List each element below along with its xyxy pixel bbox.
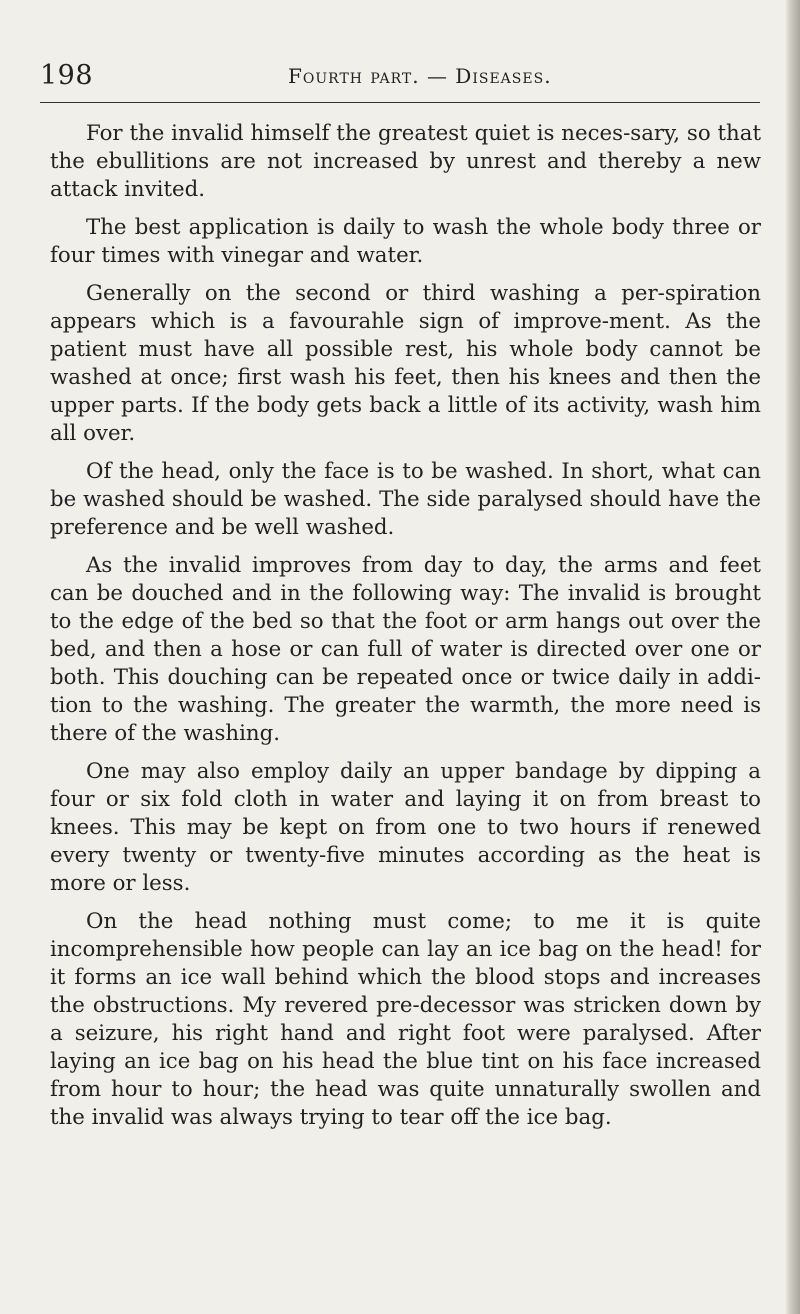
paragraph: For the invalid himself the greatest quiet is neces-sary, so that the ebullitions are not increased by unrest and thereby a new attack invited. xyxy=(50,121,761,202)
paragraph: Generally on the second or third washing a per-spiration appears which is a favourahle sign of improve-ment. As the patient must have all possible rest, his whole body cannot be washed at once; first wash his feet, then his knees and then the upper parts. If the body gets back a little of its activity, wash him all over. xyxy=(50,281,761,446)
header-rule xyxy=(40,102,760,103)
paragraph: Of the head, only the face is to be washed. In short, what can be washed should be washed. The side paralysed should have the preference and be well washed. xyxy=(50,459,761,540)
paragraph: One may also employ daily an upper bandage by dipping a four or six fold cloth in water and laying it on from breast to knees. This may be kept on from one to two hours if renewed every twenty or twenty-five minutes according as the heat is more or less. xyxy=(50,759,761,896)
paragraph: The best application is daily to wash the whole body three or four times with vinegar and water. xyxy=(50,215,761,268)
page-number: 198 xyxy=(40,60,94,91)
paragraph: On the head nothing must come; to me it is quite incomprehensible how people can lay an ice bag on the head! for it forms an ice wall behind which the blood stops and increases the obstructions. My revered pre-decessor was stricken down by a seizure, his right hand and right foot were paralysed. After laying an ice bag on his head the blue tint on his face increased from hour to hour; the head was quite unnaturally swollen and the invalid was always trying to tear off the ice bag. xyxy=(50,909,761,1130)
running-head: Fourth part. — Diseases. xyxy=(288,64,552,88)
paragraph: As the invalid improves from day to day, the arms and feet can be douched and in the following way: The invalid is brought to the edge of the bed so that the foot or arm hangs out over the bed, and then a hose or can full of water is directed over one or both. This douching can be repeated once or twice daily in addi-tion to the washing. The greater the warmth, the more need is there of the washing. xyxy=(50,553,761,746)
body-text xyxy=(50,120,761,1142)
page-edge-shadow xyxy=(786,0,800,1314)
page-header xyxy=(40,60,760,100)
